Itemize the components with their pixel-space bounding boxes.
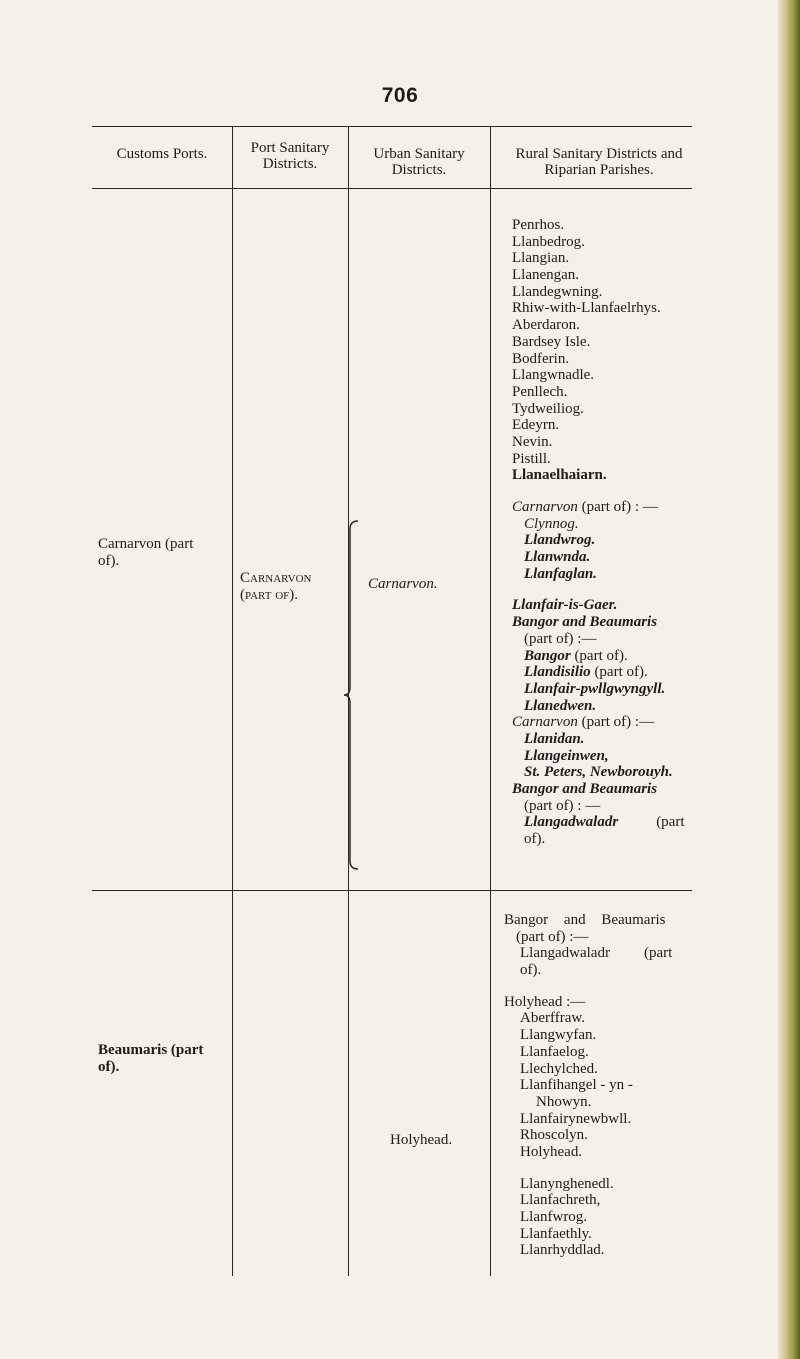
parish-item: Llangwyfan.	[520, 1027, 597, 1044]
parish-item: Llanbedrog.	[512, 233, 585, 250]
parish-item: Llangeinwen,	[524, 747, 609, 764]
parish-item: Llanengan.	[512, 267, 580, 284]
parish-item: Bardsey Isle.	[512, 333, 591, 350]
district-heading-carnarvon-2: Carnarvon (part of) :—	[512, 714, 655, 731]
parish-item: Penrhos.	[512, 217, 565, 233]
parish-item: Holyhead.	[520, 1143, 583, 1160]
parish-item: Llangadwaladr (part	[520, 945, 673, 962]
parish-item: Bodferin.	[512, 350, 570, 367]
parish-item: Llanfwrog.	[520, 1209, 588, 1225]
parish-item: Llangadwaladr (part	[524, 814, 685, 831]
parish-item: Llanwnda.	[524, 549, 591, 566]
district-heading-bangor-beaumaris-3: Bangor and Beaumaris	[504, 912, 666, 928]
column-rule-1	[232, 126, 233, 1276]
parish-item: Rhiw-with-Llanfaelrhys.	[512, 300, 661, 317]
parish-item: Penllech.	[512, 383, 568, 400]
district-heading-bangor-beaumaris-2: Bangor and Beaumaris	[512, 781, 658, 797]
header-port-sanitary-districts: Port Sanitary Districts.	[250, 140, 330, 172]
part-of-label: (part of) :—	[524, 630, 597, 647]
page-edge	[778, 0, 800, 1359]
parish-item: Llechylched.	[520, 1060, 598, 1077]
parish-item: Clynnog.	[524, 515, 579, 532]
parish-item: Llandwrog.	[524, 532, 596, 549]
parish-item: St. Peters, Newborouyh.	[524, 764, 673, 781]
parish-item: Aberffraw.	[520, 1010, 585, 1027]
parish-item: Llangwnadle.	[512, 367, 595, 384]
rural-parishes-section2	[504, 912, 672, 1259]
parish-item: Pistill.	[512, 450, 551, 467]
parish-item: Llanaelhaiarn.	[512, 467, 607, 484]
rural-parishes-section1	[512, 217, 685, 848]
parish-item: Llanfachreth,	[520, 1192, 601, 1209]
parish-item-continued: of).	[520, 962, 542, 979]
parish-item: Nhowyn.	[536, 1093, 592, 1110]
urban-district-carnarvon: Carnarvon.	[368, 576, 438, 592]
parish-item: Llanfaethly.	[520, 1225, 592, 1242]
parish-item: Rhoscolyn.	[520, 1127, 588, 1144]
parish-item: Llangian.	[512, 250, 570, 267]
parish-item: Llanedwen.	[524, 697, 597, 714]
section-divider-rule	[92, 890, 692, 891]
header-bottom-rule	[92, 188, 692, 189]
parish-item: Llanidan.	[524, 730, 585, 747]
customs-port-beaumaris: Beaumaris (part of).	[98, 1042, 204, 1075]
parish-item: Nevin.	[512, 433, 553, 450]
header-urban-sanitary-districts: Urban Sanitary Districts.	[373, 146, 465, 178]
parish-item-continued: of).	[524, 831, 546, 848]
brace-bracket	[344, 519, 362, 871]
parish-item: Tydweiliog.	[512, 400, 584, 417]
parish-item: Llanfair-pwllgwyngyll.	[524, 680, 666, 697]
district-heading-holyhead: Holyhead :—	[504, 993, 586, 1010]
parish-item: Aberdaron.	[512, 317, 580, 334]
parish-item: Llandegwning.	[512, 283, 603, 300]
customs-port-carnarvon: Carnarvon (part of).	[98, 536, 194, 569]
parish-item: Llanrhyddlad.	[520, 1242, 605, 1259]
header-top-rule	[92, 126, 692, 127]
parish-item: Llanfihangel - yn -	[520, 1077, 633, 1094]
parish-item: Llanfair-is-Gaer.	[512, 597, 618, 614]
parish-item: Llanynghenedl.	[520, 1175, 614, 1192]
district-heading-carnarvon: Carnarvon (part of) : —	[512, 499, 658, 515]
parish-item: Llanfaelog.	[520, 1043, 589, 1060]
column-rule-3	[490, 126, 491, 1276]
parish-item: Llandisilio (part of).	[524, 664, 648, 681]
header-customs-ports: Customs Ports.	[116, 146, 208, 162]
port-district-carnarvon: Carnarvon (part of).	[240, 570, 312, 603]
header-rural-sanitary-districts: Rural Sanitary Districts and Riparian Parishes.	[515, 146, 683, 178]
parish-item: Bangor (part of).	[524, 647, 628, 664]
district-heading-bangor-beaumaris: Bangor and Beaumaris	[512, 614, 658, 631]
urban-district-holyhead: Holyhead.	[390, 1132, 453, 1148]
part-of-label: (part of) :—	[516, 928, 589, 945]
page-number: 706	[381, 84, 419, 107]
parish-item: Llanfaglan.	[524, 565, 597, 582]
parish-item: Edeyrn.	[512, 417, 560, 434]
parish-item: Llanfairynewbwll.	[520, 1110, 632, 1127]
part-of-label: (part of) : —	[524, 797, 601, 814]
